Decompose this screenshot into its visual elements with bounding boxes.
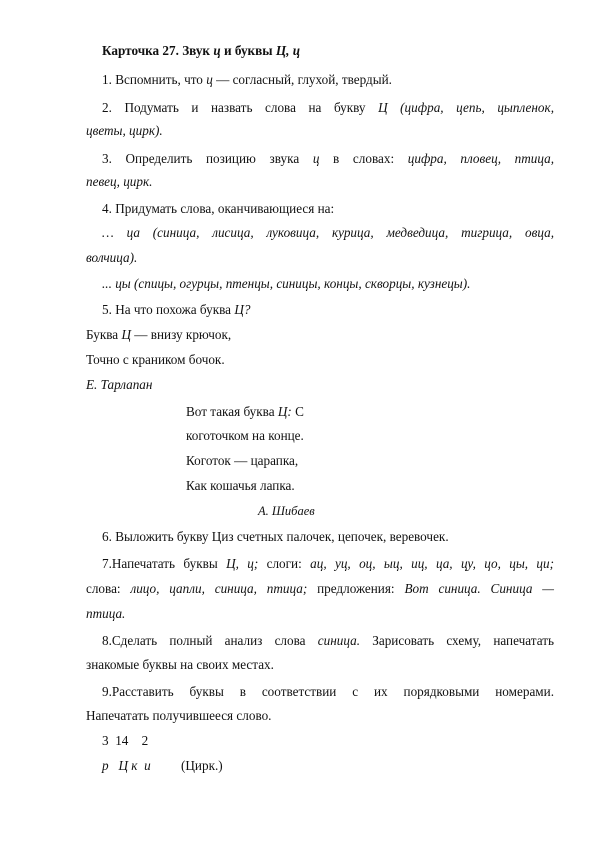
item-text: предложения: [307, 581, 405, 596]
item-text: На что похожа буква [111, 302, 235, 317]
example-words: цифра, пловец, птица, [407, 151, 554, 166]
item-text: — согласный, глухой, твердый. [212, 72, 392, 87]
card-title [102, 43, 300, 59]
poem-2-line-1 [186, 404, 304, 420]
poem-text: Вот такая буква [186, 404, 278, 419]
item-5 [102, 302, 250, 318]
item-number: 9. [102, 684, 112, 699]
item-number: 8. [102, 633, 112, 648]
sound-ts: ц [206, 72, 213, 87]
puzzle-numbers: 3 14 2 [102, 733, 149, 748]
item-text: Выложить букву Циз счетных палочек, цепочек, веревочек. [111, 529, 449, 544]
item-text: Вспомнить, что [111, 72, 207, 87]
item-3-line-1 [102, 151, 554, 167]
example-sentences: Вот синица. Синица — [404, 581, 554, 596]
item-text: Подумать и назвать слова на букву [111, 100, 379, 115]
item-text: Расставить буквы в соответствии с их порядковыми номерами. [111, 684, 554, 699]
item-text: Определить позицию звука [111, 151, 313, 166]
item-text: Напечатать буквы [111, 556, 227, 571]
item-number: 4. [102, 201, 112, 216]
item-7-line-1 [102, 556, 554, 572]
poem-1-line-1 [86, 327, 231, 343]
item-2-line-2: цветы, цирк). [86, 123, 163, 138]
puzzle-letters: р Ц к и [102, 758, 151, 773]
letter-ts: Ц [378, 100, 388, 115]
item-2-line-1 [102, 100, 554, 116]
item-8-line-1 [102, 633, 554, 649]
item-number: 2. [102, 100, 112, 115]
sound-ts: ц [312, 151, 320, 166]
item-8-line-2: знакомые буквы на своих местах. [86, 657, 274, 672]
item-text: Зарисовать схему, напечатать [360, 633, 554, 648]
item-7-line-3: птица. [86, 606, 126, 621]
title-prefix: Карточка 27. Звук [102, 43, 214, 58]
item-4-list-1-line-2: волчица). [86, 250, 138, 265]
item-text: Сделать полный анализ слова [111, 633, 318, 648]
poem-2-author: А. Шибаев [258, 504, 315, 518]
example-word: синица. [317, 633, 360, 648]
item-7-line-2 [86, 581, 554, 597]
item-text: Придумать слова, оканчивающиеся на: [111, 201, 335, 216]
letter-ts: Ц? [234, 302, 251, 317]
item-6 [102, 529, 449, 545]
poem-1-author: Е. Тарлапан [86, 377, 153, 392]
item-4-list-2: ... цы (спицы, огурцы, птенцы, синицы, концы, скворцы, кузнецы). [102, 276, 471, 291]
example-words: (цифра, цепь, цыпленок, [387, 100, 554, 115]
item-4 [102, 201, 334, 217]
item-text: слоги: [258, 556, 311, 571]
item-number: 3. [102, 151, 112, 166]
item-3-line-2: певец, цирк. [86, 174, 153, 189]
title-mid: и буквы [220, 43, 276, 58]
poem-text: С [291, 404, 304, 419]
title-sound: ц [213, 43, 221, 58]
item-text: слова: [86, 581, 131, 596]
item-4-list-1-line-1: … ца (синица, лисица, луковица, курица, медведица, тигрица, овца, [102, 225, 554, 240]
item-9-line-2: Напечатать получившееся слово. [86, 708, 272, 723]
poem-text: Буква [86, 327, 122, 342]
item-number: 6. [102, 529, 112, 544]
poem-1-line-2: Точно с краником бочок. [86, 352, 225, 367]
item-1 [102, 72, 392, 88]
poem-2-line-2: коготочком на конце. [186, 428, 304, 443]
letter-ts: Ц [121, 327, 131, 342]
item-number: 7. [102, 556, 112, 571]
letter-ts: Ц: [277, 404, 292, 419]
title-letters: Ц, ц [275, 43, 301, 58]
syllables: ац, уц, оц, ыц, иц, ца, цу, цо, цы, ци; [310, 556, 555, 571]
poem-2-line-4: Как кошачья лапка. [186, 478, 295, 493]
puzzle-answer: (Цирк.) [181, 758, 223, 773]
item-text: в словах: [319, 151, 408, 166]
item-number: 1. [102, 72, 112, 87]
letters-ts: Ц, ц; [226, 556, 259, 571]
poem-text: — внизу крючок, [130, 327, 232, 342]
poem-2-line-3: Коготок — царапка, [186, 453, 299, 468]
example-words: лицо, цапли, синица, птица; [130, 581, 308, 596]
item-9-line-1 [102, 684, 554, 700]
item-number: 5. [102, 302, 112, 317]
